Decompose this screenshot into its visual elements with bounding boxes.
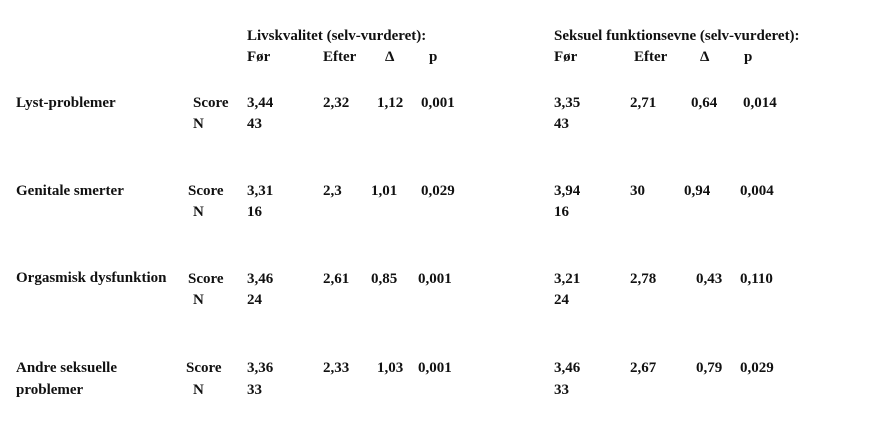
sexual-after: 2,71 bbox=[630, 95, 657, 111]
score-label: Score bbox=[188, 271, 224, 287]
n-label: N bbox=[193, 204, 204, 220]
quality-n: 16 bbox=[247, 204, 262, 220]
quality-n: 43 bbox=[247, 116, 262, 132]
quality-p: 0,029 bbox=[421, 183, 455, 199]
quality-before: 3,44 bbox=[247, 95, 274, 111]
sexual-after: 2,67 bbox=[630, 360, 657, 376]
section-title-quality: Livskvalitet (selv-vurderet): bbox=[247, 28, 427, 44]
quality-p: 0,001 bbox=[421, 95, 455, 111]
quality-before: 3,46 bbox=[247, 271, 274, 287]
sexual-before: 3,46 bbox=[554, 360, 581, 376]
n-label: N bbox=[193, 382, 204, 398]
sexual-after: 30 bbox=[630, 183, 645, 199]
quality-delta: 1,12 bbox=[377, 95, 404, 111]
section-title-sexual: Seksuel funktionsevne (selv-vurderet): bbox=[554, 28, 800, 44]
sexual-p: 0,014 bbox=[743, 95, 777, 111]
quality-n: 24 bbox=[247, 292, 262, 308]
quality-after: 2,32 bbox=[323, 95, 350, 111]
row-label: Andre seksuelle problemer bbox=[16, 360, 117, 398]
quality-after: 2,61 bbox=[323, 271, 350, 287]
col-header-after: Efter bbox=[634, 49, 668, 65]
sexual-p: 0,029 bbox=[740, 360, 774, 376]
n-label: N bbox=[193, 292, 204, 308]
quality-delta: 0,85 bbox=[371, 271, 398, 287]
sexual-delta: 0,94 bbox=[684, 183, 711, 199]
sexual-n: 24 bbox=[554, 292, 569, 308]
sexual-delta: 0,64 bbox=[691, 95, 718, 111]
sexual-before: 3,21 bbox=[554, 271, 581, 287]
quality-delta: 1,01 bbox=[371, 183, 398, 199]
quality-after: 2,33 bbox=[323, 360, 350, 376]
row-label: Orgasmisk dysfunktion bbox=[16, 270, 167, 286]
col-header-delta: Δ bbox=[700, 49, 710, 65]
sexual-n: 16 bbox=[554, 204, 569, 220]
quality-p: 0,001 bbox=[418, 271, 452, 287]
sexual-before: 3,94 bbox=[554, 183, 581, 199]
score-label: Score bbox=[188, 183, 224, 199]
sexual-n: 33 bbox=[554, 382, 569, 398]
col-header-before: Før bbox=[247, 49, 271, 65]
col-header-after: Efter bbox=[323, 49, 357, 65]
sexual-p: 0,110 bbox=[740, 271, 773, 287]
quality-before: 3,31 bbox=[247, 183, 274, 199]
sexual-n: 43 bbox=[554, 116, 569, 132]
sexual-delta: 0,79 bbox=[696, 360, 723, 376]
col-header-before: Før bbox=[554, 49, 578, 65]
sexual-after: 2,78 bbox=[630, 271, 657, 287]
quality-delta: 1,03 bbox=[377, 360, 404, 376]
quality-n: 33 bbox=[247, 382, 262, 398]
n-label: N bbox=[193, 116, 204, 132]
row-label: Lyst-problemer bbox=[16, 95, 116, 111]
col-header-p: p bbox=[429, 49, 438, 65]
row-label: Genitale smerter bbox=[16, 183, 124, 199]
sexual-before: 3,35 bbox=[554, 95, 581, 111]
sexual-delta: 0,43 bbox=[696, 271, 723, 287]
score-label: Score bbox=[193, 95, 229, 111]
quality-p: 0,001 bbox=[418, 360, 452, 376]
sexual-p: 0,004 bbox=[740, 183, 774, 199]
quality-after: 2,3 bbox=[323, 183, 342, 199]
col-header-p: p bbox=[744, 49, 753, 65]
quality-before: 3,36 bbox=[247, 360, 274, 376]
score-label: Score bbox=[186, 360, 222, 376]
col-header-delta: Δ bbox=[385, 49, 395, 65]
